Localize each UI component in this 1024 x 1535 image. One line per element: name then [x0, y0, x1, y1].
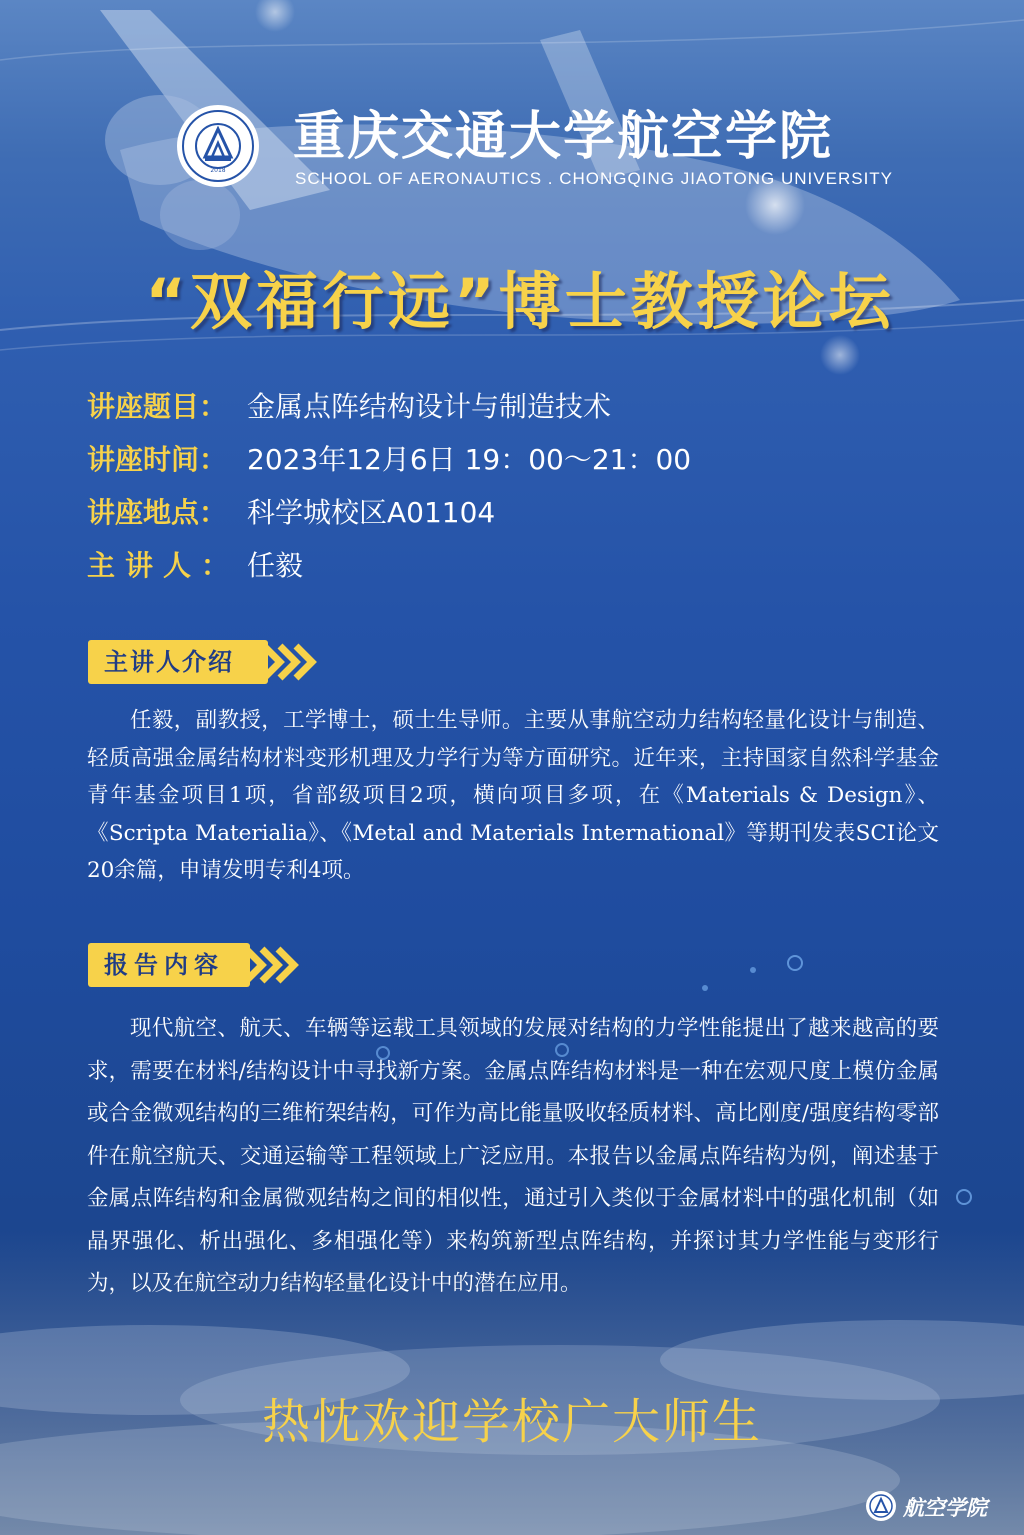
lecture-topic-label: 讲座题目： [87, 390, 228, 423]
lecture-speaker-label: 主讲人： [87, 549, 240, 582]
triple-chevron-right-icon [260, 640, 320, 684]
lecture-topic-value: 金属点阵结构设计与制造技术 [247, 390, 612, 423]
footer-college-text: 航空学院 [903, 1495, 987, 1520]
footer-college-mark [865, 1490, 1005, 1526]
lecture-speaker-row [87, 544, 937, 597]
triple-chevron-right-icon [242, 943, 302, 987]
forum-title: “双福行远”博士教授论坛 [145, 265, 895, 338]
lecture-place-row [87, 491, 937, 544]
speaker-intro-heading [88, 640, 320, 684]
lecture-topic-row [87, 385, 937, 438]
lecture-info [87, 385, 937, 597]
university-emblem-icon [175, 103, 261, 189]
college-emblem-icon [865, 1490, 897, 1522]
lecture-place-label: 讲座地点： [87, 496, 228, 529]
school-name-en: SCHOOL OF AERONAUTICS . CHONGQING JIAOTONG UNIVERSITY [295, 169, 894, 188]
speaker-intro-text: 任毅，副教授，工学博士，硕士生导师。主要从事航空动力结构轻量化设计与制造、轻质高强金属结构材料变形机理及力学行为等方面研究。近年来，主持国家自然科学基金青年基金项目1项，省部级项目2项，横向项目多项，在《Materials & Design》、《Scripta Materialia》、《Metal and Materials International》等期刊发表SCI论文20余篇，申请发明专利4项。 [87, 708, 939, 883]
speaker-intro-heading-text: 主讲人介绍 [104, 648, 234, 676]
lecture-speaker-value: 任毅 [247, 549, 304, 582]
emblem-year: 2018 [210, 167, 226, 174]
school-name-cn: 重庆交通大学航空学院 [293, 107, 834, 167]
school-header [175, 103, 894, 195]
report-content-text: 现代航空、航天、车辆等运载工具领域的发展对结构的力学性能提出了越来越高的要求，需要在材料/结构设计中寻找新方案。金属点阵结构材料是一种在宏观尺度上模仿金属或合金微观结构的三维桁架结构，可作为高比能量吸收轻质材料、高比刚度/强度结构零部件在航空航天、交通运输等工程领域上广泛应用。本报告以金属点阵结构为例，阐述基于金属点阵结构和金属微观结构之间的相似性，通过引入类似于金属材料中的强化机制（如晶界强化、析出强化、多相强化等）来构筑新型点阵结构，并探讨其力学性能与变形行为，以及在航空动力结构轻量化设计中的潜在应用。 [87, 1016, 939, 1296]
report-content-heading-text: 报告内容 [104, 951, 224, 979]
lecture-place-value: 科学城校区A01104 [247, 496, 496, 529]
lecture-time-label: 讲座时间： [87, 443, 228, 476]
report-content-heading [88, 943, 320, 987]
lecture-time-row [87, 438, 937, 491]
welcome-message: 热忱欢迎学校广大师生 [261, 1394, 762, 1450]
lecture-time-value: 2023年12月6日 19：00～21：00 [247, 443, 692, 476]
